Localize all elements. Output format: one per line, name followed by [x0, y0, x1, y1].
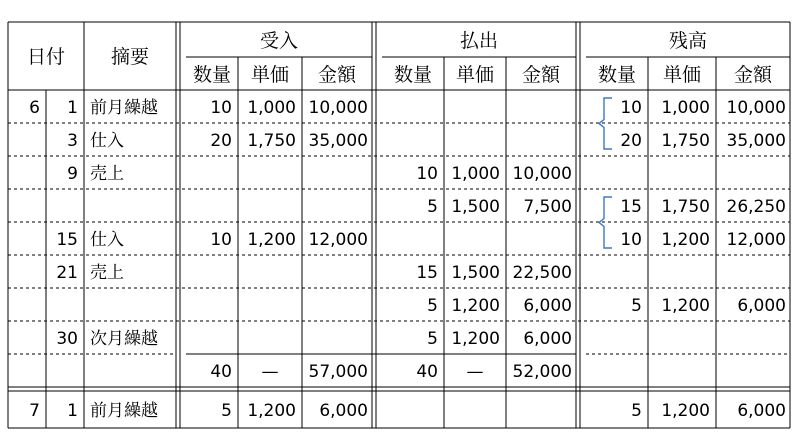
- header-amount: 金額: [317, 64, 357, 86]
- cell-day: 1: [67, 401, 78, 421]
- cell-receipt-amount: 6,000: [319, 401, 368, 421]
- cell-receipt-price: 1,000: [247, 98, 296, 118]
- cell-balance-qty: 10: [620, 230, 642, 250]
- cell-summary: 前月繰越: [90, 401, 158, 421]
- cell-day: 30: [56, 329, 78, 349]
- cell-receipt-qty: 40: [210, 362, 232, 382]
- cell-day: 15: [56, 230, 78, 250]
- cell-balance-price: 1,750: [661, 131, 710, 151]
- cell-balance-amount: 6,000: [737, 401, 786, 421]
- cell-receipt-qty: 10: [210, 98, 232, 118]
- cell-issue-price: 1,000: [451, 164, 500, 184]
- cell-summary: 仕入: [90, 230, 124, 250]
- cell-issue-amount: 22,500: [512, 263, 572, 283]
- cell-balance-qty: 5: [631, 401, 642, 421]
- header-qty: 数量: [597, 64, 637, 86]
- cell-balance-qty: 5: [631, 296, 642, 316]
- cell-month: 7: [29, 401, 40, 421]
- cell-issue-price: —: [466, 362, 484, 382]
- cell-day: 1: [67, 98, 78, 118]
- cell-balance-price: 1,200: [661, 296, 710, 316]
- header-price: 単価: [662, 64, 702, 86]
- header-issue: 払出: [459, 30, 499, 52]
- header-summary: 摘要: [110, 46, 150, 68]
- cell-balance-amount: 6,000: [737, 296, 786, 316]
- header-receipt: 受入: [259, 30, 299, 52]
- cell-receipt-price: 1,200: [247, 401, 296, 421]
- cell-receipt-price: 1,200: [247, 230, 296, 250]
- cell-balance-qty: 15: [620, 197, 642, 217]
- cell-receipt-qty: 10: [210, 230, 232, 250]
- cell-day: 3: [67, 131, 78, 151]
- header-amount: 金額: [733, 64, 773, 86]
- cell-receipt-amount: 57,000: [308, 362, 368, 382]
- cell-summary: 次月繰越: [90, 329, 158, 349]
- cell-issue-qty: 5: [427, 329, 438, 349]
- cell-issue-amount: 7,500: [523, 197, 572, 217]
- cell-issue-price: 1,500: [451, 263, 500, 283]
- cell-summary: 売上: [90, 164, 124, 184]
- cell-issue-amount: 10,000: [512, 164, 572, 184]
- cell-balance-price: 1,200: [661, 401, 710, 421]
- cell-issue-price: 1,200: [451, 329, 500, 349]
- balance-braces: [599, 98, 612, 248]
- cell-balance-qty: 10: [620, 98, 642, 118]
- cell-issue-qty: 10: [416, 164, 438, 184]
- header-date: 日付: [26, 46, 66, 68]
- header-price: 単価: [250, 64, 290, 86]
- cell-day: 9: [67, 164, 78, 184]
- cell-issue-price: 1,200: [451, 296, 500, 316]
- cell-summary: 前月繰越: [90, 98, 158, 118]
- header-price: 単価: [455, 64, 495, 86]
- cell-receipt-amount: 10,000: [308, 98, 368, 118]
- cell-balance-price: 1,200: [661, 230, 710, 250]
- header-qty: 数量: [192, 64, 232, 86]
- header-qty: 数量: [393, 64, 433, 86]
- cell-balance-price: 1,750: [661, 197, 710, 217]
- cell-balance-amount: 35,000: [726, 131, 786, 151]
- cell-receipt-qty: 20: [210, 131, 232, 151]
- cell-balance-amount: 26,250: [726, 197, 786, 217]
- cell-issue-qty: 5: [427, 296, 438, 316]
- cell-balance-qty: 20: [620, 131, 642, 151]
- cell-issue-qty: 5: [427, 197, 438, 217]
- cell-day: 21: [56, 263, 78, 283]
- cell-balance-amount: 12,000: [726, 230, 786, 250]
- cell-issue-amount: 6,000: [523, 329, 572, 349]
- cell-issue-amount: 52,000: [512, 362, 572, 382]
- cell-issue-amount: 6,000: [523, 296, 572, 316]
- cell-receipt-amount: 35,000: [308, 131, 368, 151]
- cell-receipt-price: —: [261, 362, 279, 382]
- cell-summary: 売上: [90, 263, 124, 283]
- cell-balance-price: 1,000: [661, 98, 710, 118]
- ledger-text: [27, 30, 786, 421]
- cell-month: 6: [29, 98, 40, 118]
- header-balance: 残高: [668, 30, 708, 52]
- cell-receipt-qty: 5: [221, 401, 232, 421]
- cell-receipt-price: 1,750: [247, 131, 296, 151]
- header-amount: 金額: [521, 64, 561, 86]
- cell-summary: 仕入: [90, 131, 124, 151]
- cell-issue-qty: 15: [416, 263, 438, 283]
- cell-issue-price: 1,500: [451, 197, 500, 217]
- cell-balance-amount: 10,000: [726, 98, 786, 118]
- cell-receipt-amount: 12,000: [308, 230, 368, 250]
- cell-issue-qty: 40: [416, 362, 438, 382]
